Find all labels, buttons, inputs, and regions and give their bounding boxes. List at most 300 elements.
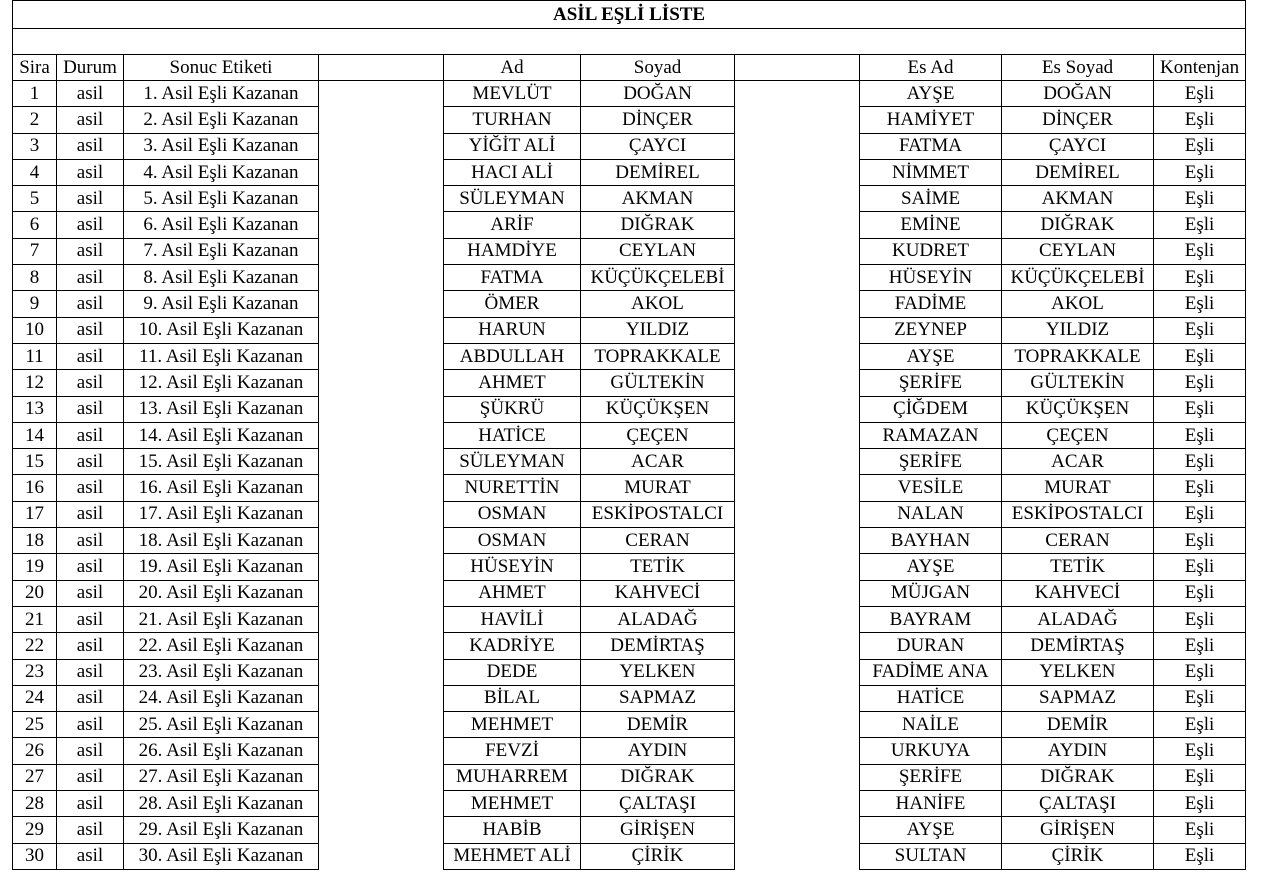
spacer-column bbox=[319, 606, 444, 632]
cell-sira: 17 bbox=[13, 501, 57, 527]
cell-sonuc-etiketi: 6. Asil Eşli Kazanan bbox=[124, 212, 319, 238]
cell-soyad: KAHVECİ bbox=[581, 580, 735, 606]
table-row bbox=[13, 606, 1246, 632]
cell-kontenjan: Eşli bbox=[1154, 685, 1246, 711]
cell-durum: asil bbox=[57, 317, 124, 343]
cell-es-ad: HATİCE bbox=[860, 685, 1002, 711]
cell-sira: 25 bbox=[13, 712, 57, 738]
spacer-column bbox=[319, 317, 444, 343]
spacer-column bbox=[319, 396, 444, 422]
cell-sonuc-etiketi: 1. Asil Eşli Kazanan bbox=[124, 81, 319, 107]
cell-soyad: TOPRAKKALE bbox=[581, 343, 735, 369]
cell-ad: OSMAN bbox=[444, 528, 581, 554]
cell-sonuc-etiketi: 7. Asil Eşli Kazanan bbox=[124, 238, 319, 264]
table-row bbox=[13, 81, 1246, 107]
cell-ad: HABİB bbox=[444, 817, 581, 843]
cell-soyad: ÇEÇEN bbox=[581, 422, 735, 448]
cell-es-ad: AYŞE bbox=[860, 81, 1002, 107]
cell-kontenjan: Eşli bbox=[1154, 606, 1246, 632]
cell-kontenjan: Eşli bbox=[1154, 317, 1246, 343]
cell-es-ad: MÜJGAN bbox=[860, 580, 1002, 606]
cell-sonuc-etiketi: 26. Asil Eşli Kazanan bbox=[124, 738, 319, 764]
cell-ad: SÜLEYMAN bbox=[444, 186, 581, 212]
spacer-column bbox=[319, 81, 444, 107]
cell-kontenjan: Eşli bbox=[1154, 475, 1246, 501]
cell-sonuc-etiketi: 13. Asil Eşli Kazanan bbox=[124, 396, 319, 422]
cell-es-soyad: ÇİRİK bbox=[1002, 843, 1154, 869]
cell-kontenjan: Eşli bbox=[1154, 186, 1246, 212]
spacer-column bbox=[735, 843, 860, 869]
spacer-column bbox=[319, 501, 444, 527]
cell-es-ad: DURAN bbox=[860, 633, 1002, 659]
cell-soyad: DIĞRAK bbox=[581, 764, 735, 790]
cell-sonuc-etiketi: 18. Asil Eşli Kazanan bbox=[124, 528, 319, 554]
cell-ad: FEVZİ bbox=[444, 738, 581, 764]
cell-sonuc-etiketi: 28. Asil Eşli Kazanan bbox=[124, 791, 319, 817]
cell-sira: 2 bbox=[13, 107, 57, 133]
cell-es-soyad: AKMAN bbox=[1002, 186, 1154, 212]
cell-es-ad: NİMMET bbox=[860, 159, 1002, 185]
cell-ad: MUHARREM bbox=[444, 764, 581, 790]
cell-kontenjan: Eşli bbox=[1154, 396, 1246, 422]
cell-sira: 19 bbox=[13, 554, 57, 580]
cell-sira: 5 bbox=[13, 186, 57, 212]
cell-soyad: AYDIN bbox=[581, 738, 735, 764]
page-title: ASİL EŞLİ LİSTE bbox=[13, 1, 1246, 29]
spacer-column bbox=[735, 633, 860, 659]
cell-es-ad: VESİLE bbox=[860, 475, 1002, 501]
cell-es-ad: AYŞE bbox=[860, 817, 1002, 843]
spacer-column bbox=[319, 370, 444, 396]
cell-ad: ÖMER bbox=[444, 291, 581, 317]
cell-durum: asil bbox=[57, 238, 124, 264]
cell-es-soyad: DOĞAN bbox=[1002, 81, 1154, 107]
cell-ad: MEHMET bbox=[444, 791, 581, 817]
spacer-column bbox=[319, 685, 444, 711]
cell-durum: asil bbox=[57, 475, 124, 501]
cell-durum: asil bbox=[57, 764, 124, 790]
cell-soyad: DOĞAN bbox=[581, 81, 735, 107]
cell-es-soyad: DİNÇER bbox=[1002, 107, 1154, 133]
cell-kontenjan: Eşli bbox=[1154, 81, 1246, 107]
table-row bbox=[13, 501, 1246, 527]
cell-sira: 14 bbox=[13, 422, 57, 448]
cell-sonuc-etiketi: 21. Asil Eşli Kazanan bbox=[124, 606, 319, 632]
spacer-column bbox=[735, 81, 860, 107]
spacer-column bbox=[735, 817, 860, 843]
cell-durum: asil bbox=[57, 343, 124, 369]
cell-es-soyad: ÇALTAŞI bbox=[1002, 791, 1154, 817]
spacer-column bbox=[319, 633, 444, 659]
cell-es-soyad: ÇEÇEN bbox=[1002, 422, 1154, 448]
spacer-column bbox=[319, 738, 444, 764]
table-row bbox=[13, 212, 1246, 238]
cell-sira: 26 bbox=[13, 738, 57, 764]
cell-sonuc-etiketi: 9. Asil Eşli Kazanan bbox=[124, 291, 319, 317]
cell-sonuc-etiketi: 4. Asil Eşli Kazanan bbox=[124, 159, 319, 185]
cell-sonuc-etiketi: 25. Asil Eşli Kazanan bbox=[124, 712, 319, 738]
cell-sira: 20 bbox=[13, 580, 57, 606]
cell-soyad: ÇALTAŞI bbox=[581, 791, 735, 817]
cell-kontenjan: Eşli bbox=[1154, 159, 1246, 185]
header-row bbox=[13, 55, 1246, 81]
spacer-column bbox=[319, 817, 444, 843]
header-ad: Ad bbox=[444, 55, 581, 81]
cell-sonuc-etiketi: 24. Asil Eşli Kazanan bbox=[124, 685, 319, 711]
spacer-column bbox=[735, 764, 860, 790]
header-durum: Durum bbox=[57, 55, 124, 81]
spacer-column bbox=[735, 396, 860, 422]
spacer-column bbox=[319, 580, 444, 606]
cell-kontenjan: Eşli bbox=[1154, 291, 1246, 317]
cell-sonuc-etiketi: 22. Asil Eşli Kazanan bbox=[124, 633, 319, 659]
spacer-column bbox=[735, 791, 860, 817]
cell-soyad: DEMİREL bbox=[581, 159, 735, 185]
cell-soyad: KÜÇÜKÇELEBİ bbox=[581, 265, 735, 291]
table-row bbox=[13, 265, 1246, 291]
cell-kontenjan: Eşli bbox=[1154, 501, 1246, 527]
cell-es-soyad: YILDIZ bbox=[1002, 317, 1154, 343]
cell-sira: 18 bbox=[13, 528, 57, 554]
cell-ad: HARUN bbox=[444, 317, 581, 343]
table-row bbox=[13, 291, 1246, 317]
table-row bbox=[13, 685, 1246, 711]
cell-kontenjan: Eşli bbox=[1154, 817, 1246, 843]
spacer-column bbox=[735, 107, 860, 133]
cell-es-soyad: MURAT bbox=[1002, 475, 1154, 501]
cell-es-soyad: ESKİPOSTALCI bbox=[1002, 501, 1154, 527]
cell-sira: 15 bbox=[13, 449, 57, 475]
spacer-column bbox=[735, 212, 860, 238]
header-sonuc-etiketi: Sonuc Etiketi bbox=[124, 55, 319, 81]
table-row bbox=[13, 186, 1246, 212]
cell-kontenjan: Eşli bbox=[1154, 343, 1246, 369]
winners-sheet bbox=[12, 0, 1246, 870]
header-es-soyad: Es Soyad bbox=[1002, 55, 1154, 81]
cell-es-soyad: TOPRAKKALE bbox=[1002, 343, 1154, 369]
cell-sira: 23 bbox=[13, 659, 57, 685]
cell-es-soyad: CERAN bbox=[1002, 528, 1154, 554]
cell-soyad: DIĞRAK bbox=[581, 212, 735, 238]
cell-sira: 13 bbox=[13, 396, 57, 422]
cell-ad: ABDULLAH bbox=[444, 343, 581, 369]
cell-es-soyad: ALADAĞ bbox=[1002, 606, 1154, 632]
table-row bbox=[13, 791, 1246, 817]
cell-ad: HAMDİYE bbox=[444, 238, 581, 264]
cell-durum: asil bbox=[57, 843, 124, 869]
cell-ad: HATİCE bbox=[444, 422, 581, 448]
cell-sira: 7 bbox=[13, 238, 57, 264]
cell-es-soyad: DIĞRAK bbox=[1002, 212, 1154, 238]
spacer-column bbox=[319, 133, 444, 159]
cell-sira: 21 bbox=[13, 606, 57, 632]
cell-durum: asil bbox=[57, 396, 124, 422]
cell-durum: asil bbox=[57, 133, 124, 159]
cell-ad: ŞÜKRÜ bbox=[444, 396, 581, 422]
header-soyad: Soyad bbox=[581, 55, 735, 81]
table-row bbox=[13, 343, 1246, 369]
table-row bbox=[13, 817, 1246, 843]
cell-es-ad: ZEYNEP bbox=[860, 317, 1002, 343]
cell-sira: 1 bbox=[13, 81, 57, 107]
cell-durum: asil bbox=[57, 449, 124, 475]
spacer-column bbox=[735, 370, 860, 396]
cell-ad: TURHAN bbox=[444, 107, 581, 133]
table-row bbox=[13, 659, 1246, 685]
cell-durum: asil bbox=[57, 81, 124, 107]
cell-es-soyad: ÇAYCI bbox=[1002, 133, 1154, 159]
spacer-column bbox=[735, 159, 860, 185]
cell-es-soyad: DIĞRAK bbox=[1002, 764, 1154, 790]
cell-es-soyad: DEMİRTAŞ bbox=[1002, 633, 1154, 659]
header-sira: Sira bbox=[13, 55, 57, 81]
cell-durum: asil bbox=[57, 501, 124, 527]
cell-soyad: ESKİPOSTALCI bbox=[581, 501, 735, 527]
cell-kontenjan: Eşli bbox=[1154, 449, 1246, 475]
table-row bbox=[13, 133, 1246, 159]
cell-sonuc-etiketi: 16. Asil Eşli Kazanan bbox=[124, 475, 319, 501]
cell-es-ad: FADİME ANA bbox=[860, 659, 1002, 685]
cell-sonuc-etiketi: 5. Asil Eşli Kazanan bbox=[124, 186, 319, 212]
spacer-column bbox=[319, 55, 444, 81]
spacer-column bbox=[735, 449, 860, 475]
spacer-column bbox=[319, 554, 444, 580]
cell-sonuc-etiketi: 17. Asil Eşli Kazanan bbox=[124, 501, 319, 527]
cell-durum: asil bbox=[57, 659, 124, 685]
cell-soyad: SAPMAZ bbox=[581, 685, 735, 711]
spacer-column bbox=[319, 528, 444, 554]
cell-es-ad: SAİME bbox=[860, 186, 1002, 212]
cell-es-ad: SULTAN bbox=[860, 843, 1002, 869]
spacer-column bbox=[735, 55, 860, 81]
cell-sonuc-etiketi: 19. Asil Eşli Kazanan bbox=[124, 554, 319, 580]
cell-sonuc-etiketi: 27. Asil Eşli Kazanan bbox=[124, 764, 319, 790]
cell-durum: asil bbox=[57, 633, 124, 659]
cell-soyad: ÇİRİK bbox=[581, 843, 735, 869]
spacer-column bbox=[319, 659, 444, 685]
cell-kontenjan: Eşli bbox=[1154, 659, 1246, 685]
cell-sonuc-etiketi: 14. Asil Eşli Kazanan bbox=[124, 422, 319, 448]
table-row bbox=[13, 633, 1246, 659]
spacer-column bbox=[319, 291, 444, 317]
cell-soyad: YILDIZ bbox=[581, 317, 735, 343]
cell-es-soyad: DEMİR bbox=[1002, 712, 1154, 738]
cell-sonuc-etiketi: 12. Asil Eşli Kazanan bbox=[124, 370, 319, 396]
cell-kontenjan: Eşli bbox=[1154, 265, 1246, 291]
cell-kontenjan: Eşli bbox=[1154, 370, 1246, 396]
cell-es-ad: AYŞE bbox=[860, 554, 1002, 580]
cell-kontenjan: Eşli bbox=[1154, 633, 1246, 659]
cell-soyad: YELKEN bbox=[581, 659, 735, 685]
cell-sira: 30 bbox=[13, 843, 57, 869]
cell-ad: AHMET bbox=[444, 580, 581, 606]
cell-es-ad: BAYHAN bbox=[860, 528, 1002, 554]
cell-es-soyad: TETİK bbox=[1002, 554, 1154, 580]
cell-sira: 29 bbox=[13, 817, 57, 843]
cell-es-ad: ŞERİFE bbox=[860, 449, 1002, 475]
cell-es-ad: RAMAZAN bbox=[860, 422, 1002, 448]
cell-soyad: DİNÇER bbox=[581, 107, 735, 133]
cell-durum: asil bbox=[57, 422, 124, 448]
spacer-column bbox=[735, 528, 860, 554]
cell-es-ad: URKUYA bbox=[860, 738, 1002, 764]
cell-es-ad: BAYRAM bbox=[860, 606, 1002, 632]
cell-kontenjan: Eşli bbox=[1154, 238, 1246, 264]
spacer-column bbox=[319, 422, 444, 448]
cell-kontenjan: Eşli bbox=[1154, 107, 1246, 133]
spacer-column bbox=[735, 659, 860, 685]
table-row bbox=[13, 159, 1246, 185]
cell-sonuc-etiketi: 29. Asil Eşli Kazanan bbox=[124, 817, 319, 843]
spacer-column bbox=[319, 238, 444, 264]
cell-sira: 11 bbox=[13, 343, 57, 369]
cell-kontenjan: Eşli bbox=[1154, 133, 1246, 159]
cell-sonuc-etiketi: 10. Asil Eşli Kazanan bbox=[124, 317, 319, 343]
table-row bbox=[13, 475, 1246, 501]
cell-es-soyad: SAPMAZ bbox=[1002, 685, 1154, 711]
table-row bbox=[13, 238, 1246, 264]
cell-soyad: AKOL bbox=[581, 291, 735, 317]
spacer-column bbox=[735, 265, 860, 291]
cell-durum: asil bbox=[57, 186, 124, 212]
table-row bbox=[13, 580, 1246, 606]
cell-sira: 27 bbox=[13, 764, 57, 790]
cell-sonuc-etiketi: 23. Asil Eşli Kazanan bbox=[124, 659, 319, 685]
cell-es-ad: ŞERİFE bbox=[860, 764, 1002, 790]
cell-durum: asil bbox=[57, 370, 124, 396]
cell-kontenjan: Eşli bbox=[1154, 554, 1246, 580]
cell-sira: 24 bbox=[13, 685, 57, 711]
cell-soyad: GÜLTEKİN bbox=[581, 370, 735, 396]
cell-sonuc-etiketi: 11. Asil Eşli Kazanan bbox=[124, 343, 319, 369]
spacer-column bbox=[735, 685, 860, 711]
spacer-column bbox=[735, 317, 860, 343]
cell-durum: asil bbox=[57, 159, 124, 185]
cell-soyad: GİRİŞEN bbox=[581, 817, 735, 843]
cell-sonuc-etiketi: 8. Asil Eşli Kazanan bbox=[124, 265, 319, 291]
cell-durum: asil bbox=[57, 606, 124, 632]
cell-durum: asil bbox=[57, 107, 124, 133]
cell-es-soyad: KÜÇÜKÇELEBİ bbox=[1002, 265, 1154, 291]
cell-durum: asil bbox=[57, 791, 124, 817]
table-row bbox=[13, 554, 1246, 580]
cell-kontenjan: Eşli bbox=[1154, 580, 1246, 606]
cell-kontenjan: Eşli bbox=[1154, 528, 1246, 554]
cell-es-ad: NAİLE bbox=[860, 712, 1002, 738]
cell-ad: HAVİLİ bbox=[444, 606, 581, 632]
cell-es-ad: KUDRET bbox=[860, 238, 1002, 264]
cell-es-ad: AYŞE bbox=[860, 343, 1002, 369]
winners-table bbox=[12, 0, 1246, 870]
spacer-column bbox=[735, 606, 860, 632]
cell-soyad: CERAN bbox=[581, 528, 735, 554]
cell-durum: asil bbox=[57, 738, 124, 764]
table-row bbox=[13, 843, 1246, 869]
spacer-column bbox=[319, 475, 444, 501]
cell-durum: asil bbox=[57, 212, 124, 238]
cell-ad: HACI ALİ bbox=[444, 159, 581, 185]
table-row bbox=[13, 712, 1246, 738]
cell-es-ad: ŞERİFE bbox=[860, 370, 1002, 396]
spacer-column bbox=[735, 422, 860, 448]
spacer-column bbox=[319, 107, 444, 133]
cell-ad: DEDE bbox=[444, 659, 581, 685]
spacer-column bbox=[319, 712, 444, 738]
cell-sira: 6 bbox=[13, 212, 57, 238]
spacer-column bbox=[319, 791, 444, 817]
cell-es-ad: HÜSEYİN bbox=[860, 265, 1002, 291]
cell-es-soyad: KAHVECİ bbox=[1002, 580, 1154, 606]
table-row bbox=[13, 422, 1246, 448]
cell-durum: asil bbox=[57, 580, 124, 606]
header-kontenjan: Kontenjan bbox=[1154, 55, 1246, 81]
cell-sonuc-etiketi: 15. Asil Eşli Kazanan bbox=[124, 449, 319, 475]
table-row bbox=[13, 396, 1246, 422]
table-row bbox=[13, 107, 1246, 133]
cell-es-ad: HANİFE bbox=[860, 791, 1002, 817]
cell-soyad: DEMİR bbox=[581, 712, 735, 738]
table-row bbox=[13, 370, 1246, 396]
cell-es-soyad: AKOL bbox=[1002, 291, 1154, 317]
cell-durum: asil bbox=[57, 528, 124, 554]
spacer-column bbox=[735, 291, 860, 317]
cell-durum: asil bbox=[57, 712, 124, 738]
cell-ad: SÜLEYMAN bbox=[444, 449, 581, 475]
cell-ad: ARİF bbox=[444, 212, 581, 238]
cell-es-soyad: KÜÇÜKŞEN bbox=[1002, 396, 1154, 422]
cell-ad: OSMAN bbox=[444, 501, 581, 527]
cell-ad: FATMA bbox=[444, 265, 581, 291]
cell-sira: 4 bbox=[13, 159, 57, 185]
cell-es-ad: FATMA bbox=[860, 133, 1002, 159]
cell-es-soyad: DEMİREL bbox=[1002, 159, 1154, 185]
cell-soyad: CEYLAN bbox=[581, 238, 735, 264]
cell-sira: 10 bbox=[13, 317, 57, 343]
cell-sira: 9 bbox=[13, 291, 57, 317]
cell-ad: NURETTİN bbox=[444, 475, 581, 501]
spacer-column bbox=[319, 764, 444, 790]
cell-sira: 8 bbox=[13, 265, 57, 291]
spacer-column bbox=[735, 738, 860, 764]
cell-soyad: MURAT bbox=[581, 475, 735, 501]
cell-es-ad: HAMİYET bbox=[860, 107, 1002, 133]
cell-soyad: AKMAN bbox=[581, 186, 735, 212]
cell-es-ad: ÇİĞDEM bbox=[860, 396, 1002, 422]
cell-durum: asil bbox=[57, 685, 124, 711]
cell-ad: YİĞİT ALİ bbox=[444, 133, 581, 159]
spacer-column bbox=[735, 501, 860, 527]
spacer-column bbox=[319, 212, 444, 238]
cell-soyad: ACAR bbox=[581, 449, 735, 475]
cell-sira: 28 bbox=[13, 791, 57, 817]
spacer-column bbox=[735, 238, 860, 264]
cell-kontenjan: Eşli bbox=[1154, 422, 1246, 448]
table-row bbox=[13, 317, 1246, 343]
spacer-column bbox=[735, 475, 860, 501]
cell-kontenjan: Eşli bbox=[1154, 843, 1246, 869]
cell-ad: MEVLÜT bbox=[444, 81, 581, 107]
cell-durum: asil bbox=[57, 265, 124, 291]
cell-sonuc-etiketi: 3. Asil Eşli Kazanan bbox=[124, 133, 319, 159]
cell-durum: asil bbox=[57, 291, 124, 317]
cell-es-soyad: GİRİŞEN bbox=[1002, 817, 1154, 843]
cell-soyad: DEMİRTAŞ bbox=[581, 633, 735, 659]
cell-kontenjan: Eşli bbox=[1154, 791, 1246, 817]
cell-kontenjan: Eşli bbox=[1154, 764, 1246, 790]
spacer-column bbox=[735, 133, 860, 159]
spacer-column bbox=[735, 186, 860, 212]
cell-es-soyad: ACAR bbox=[1002, 449, 1154, 475]
